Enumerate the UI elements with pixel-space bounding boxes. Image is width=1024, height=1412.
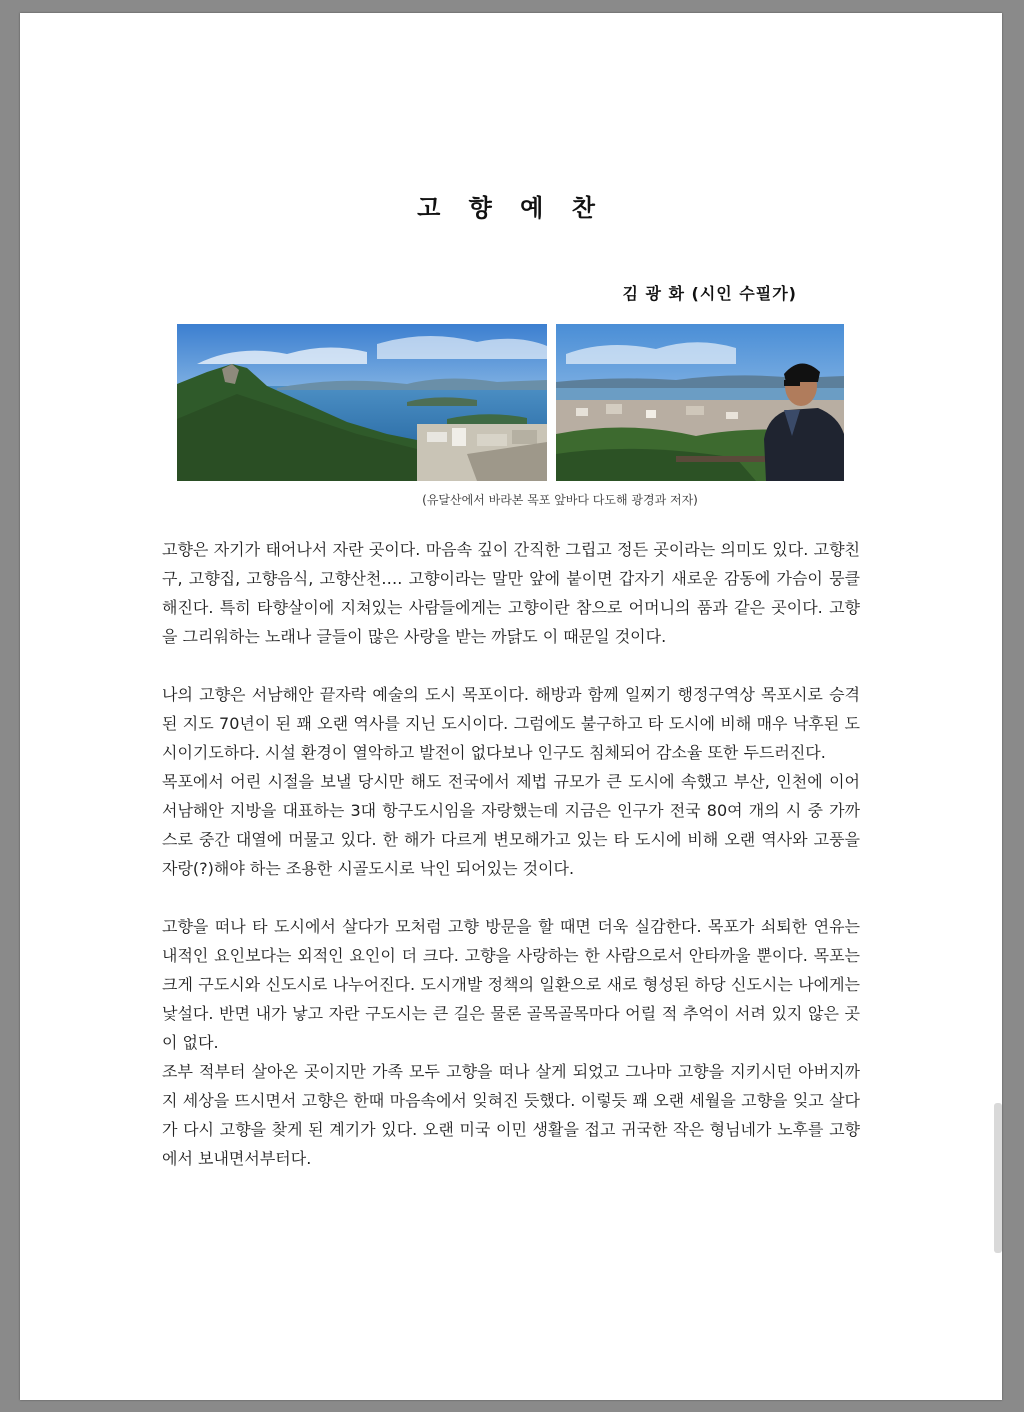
paragraph: 목포에서 어린 시절을 보낼 당시만 해도 전국에서 제법 규모가 큰 도시에 속했고 부산, 인천에 이어 서남해안 지방을 대표하는 3대 항구도시임을 자랑했는데 지금은 인구가 전국 80여 개의 시 중 가까스로 중간 대열에 머물고 있다. 한 해가 다르게 변모해가고 있는 타 도시에 비해 오랜 역사와 고풍을 자랑(?)해야 하는 조용한 시골도시로 낙인 되어있는 것이다. (162, 772, 860, 878)
paragraph: 고향을 떠나 타 도시에서 살다가 모처럼 고향 방문을 할 때면 더욱 실감한다. 목포가 쇠퇴한 연유는 내적인 요인보다는 외적인 요인이 더 크다. 고향을 사랑하는 한 사람으로서 안타까울 뿐이다. 목포는 크게 구도시와 신도시로 나누어진다. 도시개발 정책의 일환으로 새로 형성된 하당 신도시는 나에게는 낯설다. 반면 내가 낳고 자란 구도시는 큰 길은 물론 골목골목마다 어릴 적 추억이 서려 있지 않은 곳이 없다. (162, 917, 860, 1052)
document-title: 고 향 예 찬 (417, 194, 605, 222)
author-byline: 김 광 화 (시인 수필가) (622, 284, 797, 303)
article-body (162, 535, 860, 1173)
scrollbar-thumb[interactable] (994, 1103, 1002, 1253)
paragraph: 나의 고향은 서남해안 끝자락 예술의 도시 목포이다. 해방과 함께 일찌기 행정구역상 목포시로 승격된 지도 70년이 된 꽤 오랜 역사를 지닌 도시이다. 그럼에도 불구하고 타 도시에 비해 매우 낙후된 도시이기도하다. 시설 환경이 열악하고 발전이 없다보나 인구도 침체되어 감소율 또한 두드러진다. (162, 685, 860, 762)
author-overlook-photo (556, 324, 844, 481)
document-page (20, 13, 1002, 1400)
photo-caption: (유달산에서 바라본 목포 앞바다 다도해 광경과 저자) (422, 493, 698, 507)
harbor-panorama-photo (177, 324, 547, 481)
paragraph: 고향은 자기가 태어나서 자란 곳이다. 마음속 깊이 간직한 그립고 정든 곳이라는 의미도 있다. 고향친구, 고향집, 고향음식, 고향산천…. 고향이라는 말만 앞에 붙이면 갑자기 새로운 감동에 가슴이 뭉클해진다. 특히 타향살이에 지쳐있는 사람들에게는 고향이란 참으로 어머니의 품과 같은 곳이다. 고향을 그리워하는 노래나 글들이 많은 사랑을 받는 까닭도 이 때문일 것이다. (162, 540, 860, 646)
paragraph: 조부 적부터 살아온 곳이지만 가족 모두 고향을 떠나 살게 되었고 그나마 고향을 지키시던 아버지까지 세상을 뜨시면서 고향은 한때 마음속에서 잊혀진 듯했다. 이렇듯 꽤 오랜 세월을 고향을 잊고 살다가 다시 고향을 찾게 된 계기가 있다. 오랜 미국 이민 생활을 접고 귀국한 작은 형님네가 노후를 고향에서 보내면서부터다. (162, 1062, 860, 1168)
